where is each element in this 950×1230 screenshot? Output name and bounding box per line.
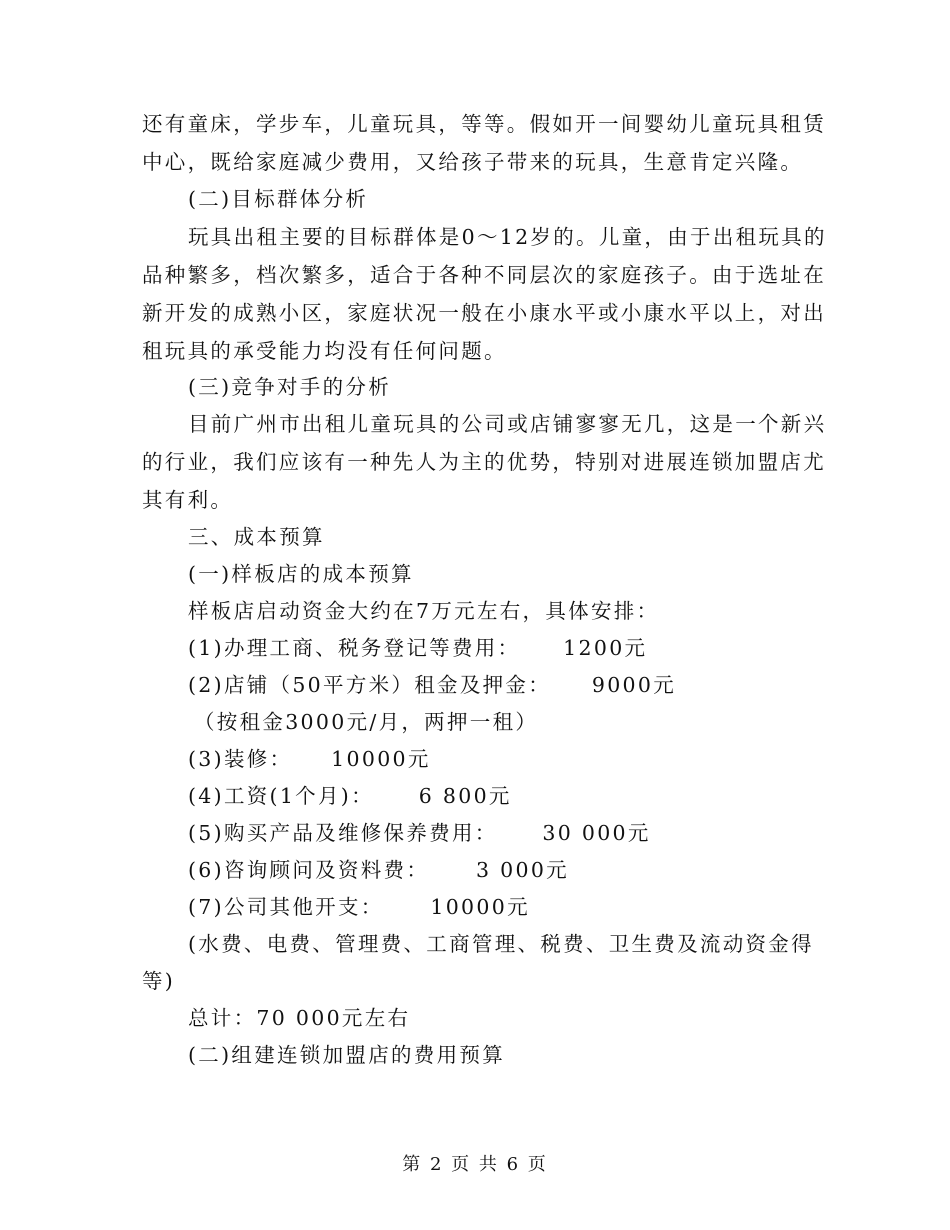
cost-item-label: (3)装修： bbox=[188, 747, 293, 771]
other-expense-note: (水费、电费、管理费、工商管理、税费、卫生费及流动资金得 bbox=[188, 932, 814, 956]
paragraph-line: 目前广州市出租儿童玩具的公司或店铺寥寥无几，这是一个新兴 bbox=[188, 412, 827, 436]
cost-item-amount: 1200元 bbox=[563, 636, 648, 660]
paragraph-line: 中心，既给家庭减少费用，又给孩子带来的玩具，生意肯定兴隆。 bbox=[142, 150, 804, 174]
section-heading-cost-budget: 三、成本预算 bbox=[188, 525, 325, 549]
cost-item-amount: 10000元 bbox=[430, 895, 530, 919]
cost-item-amount: 6 800元 bbox=[418, 784, 512, 808]
cost-item-label: (2)店铺（50平方米）租金及押金： bbox=[188, 673, 552, 697]
cost-item-label: (7)公司其他开支： bbox=[188, 895, 384, 919]
cost-item bbox=[188, 893, 530, 921]
section-heading-competitor: (三)竞争对手的分析 bbox=[188, 375, 391, 399]
section-heading-franchise: (二)组建连锁加盟店的费用预算 bbox=[188, 1043, 505, 1067]
paragraph-line: 还有童床，学步车，儿童玩具，等等。假如开一间婴幼儿童玩具租赁 bbox=[142, 112, 826, 136]
cost-item bbox=[188, 856, 569, 884]
cost-item-label: (1)办理工商、税务登记等费用： bbox=[188, 636, 521, 660]
paragraph-line: 样板店启动资金大约在7万元左右，具体安排： bbox=[188, 599, 660, 623]
cost-item-label: (5)购买产品及维修保养费用： bbox=[188, 821, 498, 845]
paragraph-line: 玩具出租主要的目标群体是0～12岁的。儿童，由于出租玩具的 bbox=[188, 225, 827, 249]
cost-item-label: (4)工资(1个月)： bbox=[188, 784, 374, 808]
paragraph-line: 租玩具的承受能力均没有任何问题。 bbox=[142, 339, 507, 363]
cost-item-amount: 3 000元 bbox=[475, 858, 569, 882]
cost-item bbox=[188, 745, 431, 773]
cost-item-amount: 9000元 bbox=[591, 673, 677, 697]
paragraph-line: 品种繁多，档次繁多，适合于各种不同层次的家庭孩子。由于选址在 bbox=[142, 263, 826, 287]
page-number-footer: 第 2 页 共 6 页 bbox=[402, 1154, 548, 1175]
cost-item bbox=[188, 671, 676, 699]
cost-item bbox=[188, 819, 651, 847]
cost-item-amount: 30 000元 bbox=[542, 821, 651, 845]
cost-item bbox=[188, 782, 512, 810]
total-line: 总计：70 000元左右 bbox=[188, 1006, 411, 1030]
paragraph-line: 的行业，我们应该有一种先人为主的优势，特别对进展连锁加盟店尤 bbox=[142, 450, 826, 474]
cost-item-amount: 10000元 bbox=[331, 747, 431, 771]
section-heading-sample-store: (一)样板店的成本预算 bbox=[188, 562, 414, 586]
section-heading-target-group: (二)目标群体分析 bbox=[188, 187, 369, 211]
cost-item-label: (6)咨询顾问及资料费： bbox=[188, 858, 430, 882]
other-expense-note-continued: 等) bbox=[142, 969, 176, 993]
cost-item bbox=[188, 634, 647, 662]
paragraph-line: 其有利。 bbox=[142, 488, 234, 512]
paragraph-line: 新开发的成熟小区，家庭状况一般在小康水平或小康水平以上，对出 bbox=[142, 301, 826, 325]
rent-note: （按租金3000元/月，两押一租） bbox=[194, 710, 539, 734]
